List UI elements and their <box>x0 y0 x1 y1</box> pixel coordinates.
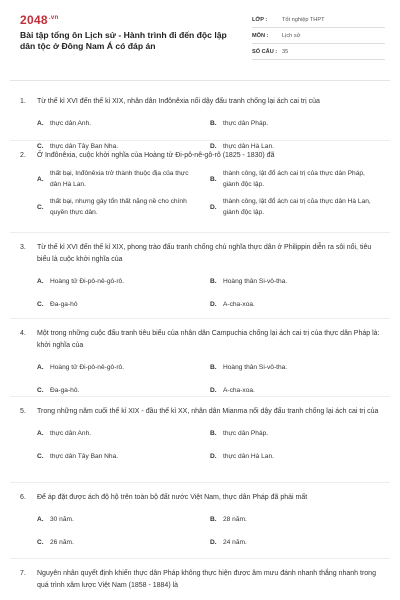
option-text: Hoàng tử Đi-pô-nê-gô-rô. <box>50 364 125 371</box>
question-number: 3. <box>20 244 26 251</box>
question-number: 2. <box>20 152 26 159</box>
meta-row-subject <box>252 28 385 44</box>
option-key: D. <box>210 539 217 546</box>
answer-options <box>37 362 380 396</box>
option-key: A. <box>37 120 44 127</box>
answer-option[interactable] <box>210 385 383 396</box>
answer-option[interactable] <box>210 118 383 129</box>
option-text: Hoàng thân Si-vô-tha. <box>223 364 288 371</box>
question-separator <box>10 396 390 397</box>
option-text: thực dân Tây Ban Nha. <box>50 453 119 460</box>
question-text: Để áp đặt được ách độ hộ trên toàn bộ đất nước Việt Nam, thực dân Pháp đã phải mất <box>37 494 308 501</box>
worksheet-title: Bài tập tổng ôn Lịch sử - Hành trình đi đến độc lập dân tộc ở Đông Nam Á có đáp án <box>20 30 227 51</box>
question-stem <box>20 150 380 162</box>
answer-option[interactable] <box>37 451 210 462</box>
option-key: B. <box>210 175 217 183</box>
answer-option[interactable] <box>37 537 210 548</box>
answer-option[interactable] <box>37 118 210 129</box>
meta-value: 35 <box>282 48 289 55</box>
option-text: thực dân Pháp. <box>223 430 269 437</box>
option-text: thực dân Hà Lan. <box>223 453 274 460</box>
option-text: thực dân Pháp. <box>223 120 269 127</box>
answer-option[interactable] <box>37 196 210 218</box>
header-divider <box>10 80 390 81</box>
option-key: C. <box>37 143 44 150</box>
meta-value: Tốt nghiệp THPT <box>282 16 325 23</box>
option-key: A. <box>37 516 44 523</box>
option-text: 26 năm. <box>50 539 74 546</box>
question-4 <box>0 328 400 396</box>
option-text: thành công, lật đổ ách cai trị của thực dân Pháp, giành độc lập. <box>223 170 365 188</box>
answer-options <box>37 118 380 152</box>
option-key: C. <box>37 387 44 394</box>
option-text: 28 năm. <box>223 516 247 523</box>
question-text: Từ thế kỉ XVI đến thế kỉ XIX, phong trào đấu tranh chống chủ nghĩa thực dân ở Philippin diễn ra sôi nổi, tiêu biểu là cuộc khởi nghĩa của <box>37 244 372 263</box>
option-key: B. <box>210 120 217 127</box>
question-number: 5. <box>20 408 26 415</box>
answer-option[interactable] <box>37 299 210 310</box>
question-separator <box>10 232 390 233</box>
logo-suffix: .vn <box>48 15 59 21</box>
answer-option[interactable] <box>210 276 383 287</box>
answer-options <box>37 514 380 548</box>
answer-option[interactable] <box>210 299 383 310</box>
meta-key: LỚP : <box>252 16 268 23</box>
question-7 <box>0 568 400 592</box>
meta-row-count <box>252 44 385 60</box>
answer-option[interactable] <box>37 514 210 525</box>
option-key: D. <box>210 143 217 150</box>
answer-option[interactable] <box>37 385 210 396</box>
answer-option[interactable] <box>210 514 383 525</box>
meta-row-class <box>252 12 385 28</box>
question-separator <box>10 482 390 483</box>
option-text: thực dân Anh. <box>50 430 92 437</box>
question-stem <box>20 96 380 108</box>
option-key: A. <box>37 278 44 285</box>
question-stem <box>20 406 380 418</box>
worksheet-meta <box>252 12 385 60</box>
option-text: 24 năm. <box>223 539 247 546</box>
question-stem <box>20 242 380 266</box>
meta-key: SỐ CÂU : <box>252 48 278 55</box>
question-2 <box>0 150 400 218</box>
answer-options <box>37 168 380 218</box>
option-text: A-cha-xoa. <box>223 301 255 308</box>
site-logo[interactable] <box>20 13 58 27</box>
option-text: A-cha-xoa. <box>223 387 255 394</box>
option-text: thất bại, Inđônêxia trở thành thuộc địa của thực dân Hà Lan. <box>50 170 189 188</box>
option-text: Đa-ga-hô <box>50 301 78 308</box>
option-text: thất bại, nhưng gây tổn thất nặng nề cho chính quyền thực dân. <box>50 198 187 216</box>
option-text: Hoàng tử Đi-pô-nê-gô-rô. <box>50 278 125 285</box>
question-stem <box>20 328 380 352</box>
option-key: D. <box>210 387 217 394</box>
option-key: B. <box>210 430 217 437</box>
question-number: 7. <box>20 570 26 577</box>
meta-key: MÔN : <box>252 32 269 39</box>
question-stem <box>20 492 380 504</box>
option-text: Đa-ga-hô. <box>50 387 80 394</box>
question-text: Ở Inđônêxia, cuộc khởi nghĩa của Hoàng tử Đi-pô-nê-gô-rô (1825 - 1830) đã <box>37 152 275 159</box>
question-1 <box>0 96 400 152</box>
answer-option[interactable] <box>210 451 383 462</box>
option-key: A. <box>37 175 44 183</box>
question-stem <box>20 568 380 592</box>
answer-options <box>37 428 380 462</box>
question-3 <box>0 242 400 310</box>
answer-option[interactable] <box>210 196 383 218</box>
option-key: C. <box>37 203 44 211</box>
answer-option[interactable] <box>210 428 383 439</box>
question-number: 6. <box>20 494 26 501</box>
option-key: B. <box>210 516 217 523</box>
option-key: D. <box>210 203 217 211</box>
answer-option[interactable] <box>210 537 383 548</box>
question-number: 4. <box>20 330 26 337</box>
option-key: D. <box>210 453 217 460</box>
answer-option[interactable] <box>37 362 210 373</box>
option-text: thực dân Anh. <box>50 120 92 127</box>
option-text: thành công, lật đổ ách cai trị của thực dân Hà Lan, giành độc lập. <box>223 198 371 216</box>
answer-option[interactable] <box>37 168 210 190</box>
option-text: Hoàng thân Si-vô-tha. <box>223 278 288 285</box>
worksheet-header <box>0 0 400 72</box>
answer-option[interactable] <box>37 276 210 287</box>
question-5 <box>0 406 400 462</box>
answer-option[interactable] <box>210 168 383 190</box>
meta-value: Lịch sử <box>282 32 301 39</box>
option-text: thực dân Tây Ban Nha. <box>50 143 119 150</box>
option-key: A. <box>37 364 44 371</box>
question-6 <box>0 492 400 548</box>
answer-option[interactable] <box>210 362 383 373</box>
option-key: C. <box>37 453 44 460</box>
option-key: C. <box>37 301 44 308</box>
question-text: Một trong những cuộc đấu tranh tiêu biểu của nhân dân Campuchia chống lại ách cai trị của thực dân Pháp là: khởi nghĩa của <box>37 330 380 349</box>
option-key: B. <box>210 278 217 285</box>
option-text: 30 năm. <box>50 516 74 523</box>
option-key: B. <box>210 364 217 371</box>
question-separator <box>10 140 390 141</box>
question-text: Nguyên nhân quyết định khiến thực dân Pháp không thực hiện được âm mưu đánh nhanh thắng nhanh trong quá trình xâm lược Việt Nam (1858 - 1884) là <box>37 570 376 589</box>
option-text: thực dân Hà Lan. <box>223 143 274 150</box>
question-number: 1. <box>20 98 26 105</box>
question-text: Trong những năm cuối thế kỉ XIX - đầu thế kỉ XX, nhân dân Mianma nổi dậy đấu tranh chống lại ách cai trị của <box>37 408 379 415</box>
logo-text: 2048 <box>20 13 48 27</box>
question-separator <box>10 558 390 559</box>
answer-option[interactable] <box>37 428 210 439</box>
question-separator <box>10 318 390 319</box>
question-text: Từ thế kỉ XVI đến thế kỉ XIX, nhân dân Inđônêxia nổi dậy đấu tranh chống lại ách cai trị của <box>37 98 320 105</box>
answer-options <box>37 276 380 310</box>
option-key: C. <box>37 539 44 546</box>
option-key: D. <box>210 301 217 308</box>
option-key: A. <box>37 430 44 437</box>
